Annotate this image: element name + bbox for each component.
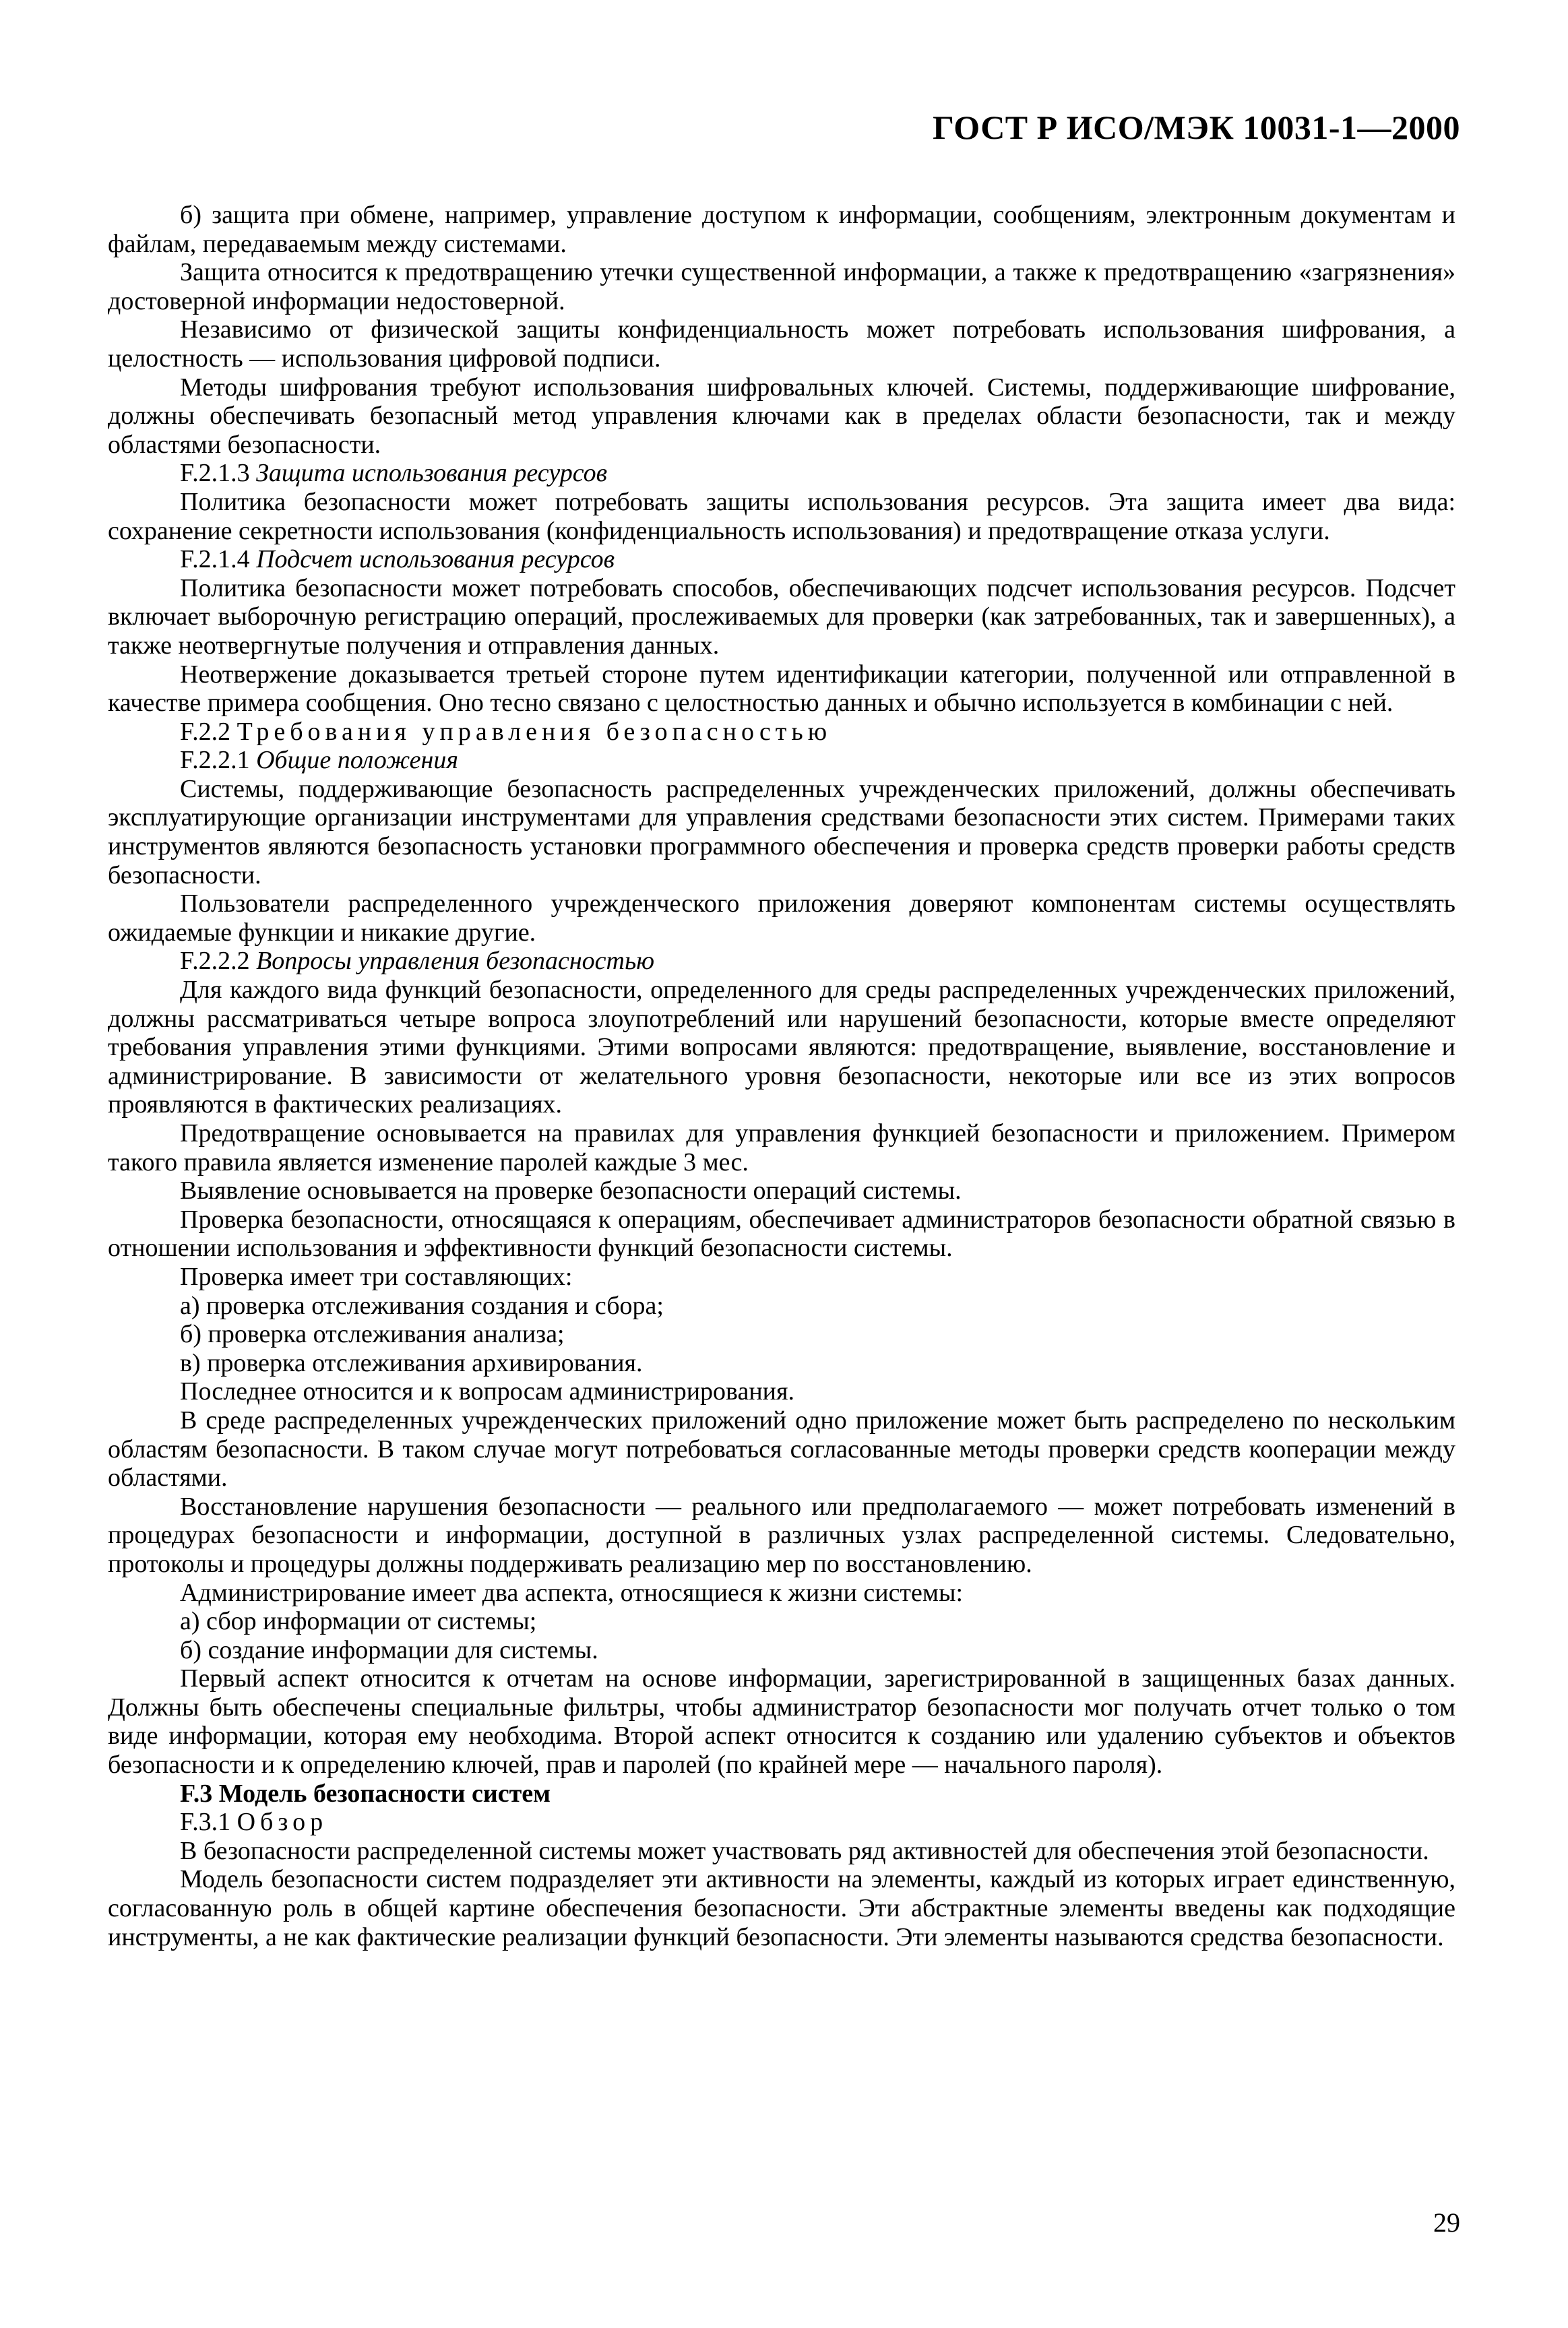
paragraph: Методы шифрования требуют использования шифровальных ключей. Системы, поддерживающие шифрование, должны обеспечивать безопасный метод управления ключами как в пределах области безопасности, так и между областями безопасности. bbox=[108, 373, 1455, 459]
paragraph: Политика безопасности может потребовать защиты использования ресурсов. Эта защита имеет два вида: сохранение секретности использования (конфиденциальность использования) и предотвращение отказа услуги. bbox=[108, 487, 1455, 545]
section-heading-f213 bbox=[108, 459, 1455, 488]
section-heading-f31 bbox=[108, 1808, 1455, 1837]
paragraph: Политика безопасности может потребовать способов, обеспечивающих подсчет использования ресурсов. Подсчет включает выборочную регистрацию операций, прослеживаемых для проверки (как затребованных, так и завершенных), а также неотвергнутые получения и отправления данных. bbox=[108, 573, 1455, 660]
section-number: F.2.2 bbox=[180, 717, 231, 746]
paragraph: Восстановление нарушения безопасности — реального или предполагаемого — может потребовать изменений в процедурах безопасности и информации, доступной в различных узлах распределенной системы. Следовательно, протоколы и процедуры должны поддерживать реализацию мер по восстановлению. bbox=[108, 1492, 1455, 1578]
list-item: б) создание информации для системы. bbox=[180, 1635, 598, 1664]
section-title: Общие положения bbox=[256, 746, 459, 775]
section-title: Вопросы управления безопасностью bbox=[256, 947, 655, 976]
paragraph: Защита относится к предотвращению утечки существенной информации, а также к предотвращению «загрязнения» достоверной информации недостоверной. bbox=[108, 258, 1455, 315]
paragraph: Пользователи распределенного учрежденческого приложения доверяют компонентам системы осуществлять ожидаемые функции и никакие другие. bbox=[108, 889, 1455, 947]
paragraph: Проверка безопасности, относящаяся к операциям, обеспечивает администраторов безопасности обратной связью в отношении использования и эффективности функций безопасности системы. bbox=[108, 1205, 1455, 1263]
section-title: Требования управления безопасностью bbox=[237, 717, 832, 746]
paragraph: Предотвращение основывается на правилах для управления функцией безопасности и приложением. Примером такого правила является изменение паролей каждые 3 мес. bbox=[108, 1119, 1455, 1176]
paragraph: Неотвержение доказывается третьей стороне путем идентификации категории, полученной или отправленной в качестве примера сообщения. Оно тесно связано с целостностью данных и обычно используется в комбинации с ней. bbox=[108, 660, 1455, 718]
list-item: а) сбор информации от системы; bbox=[180, 1607, 537, 1636]
paragraph: Первый аспект относится к отчетам на основе информации, зарегистрированной в защищенных базах данных. Должны быть обеспечены специальные фильтры, чтобы администратор безопасности мог получать отчет только о том виде информации, которая ему необходима. Второй аспект относится к созданию или удалению субъектов и объектов безопасности и к определению ключей, прав и паролей (по крайней мере — начального пароля). bbox=[108, 1664, 1455, 1780]
paragraph: б) защита при обмене, например, управление доступом к информации, сообщениям, электронным документам и файлам, передаваемым между системами. bbox=[108, 201, 1455, 258]
document-body bbox=[108, 201, 1455, 1951]
section-title: Защита использования ресурсов bbox=[256, 459, 608, 488]
paragraph: В среде распределенных учрежденческих приложений одно приложение может быть распределено по нескольким областям безопасности. В таком случае могут потребоваться согласованные методы проверки средств кооперации между областями. bbox=[108, 1406, 1455, 1492]
paragraph: Последнее относится и к вопросам администрирования. bbox=[180, 1377, 794, 1406]
section-heading-f221 bbox=[108, 746, 1455, 775]
section-heading-f222 bbox=[108, 947, 1455, 976]
document-header: ГОСТ Р ИСО/МЭК 10031-1—2000 bbox=[933, 108, 1460, 146]
paragraph: Проверка имеет три составляющих: bbox=[180, 1262, 573, 1291]
section-number: F.3.1 bbox=[180, 1808, 231, 1837]
paragraph: Модель безопасности систем подразделяет эти активности на элементы, каждый из которых играет единственную, согласованную роль в общей картине обеспечения безопасности. Эти абстрактные элементы введены как подходящие инструменты, а не как фактические реализации функций безопасности. Эти элементы называются средства безопасности. bbox=[108, 1865, 1455, 1951]
list-item: б) проверка отслеживания анализа; bbox=[180, 1320, 565, 1349]
paragraph: Администрирование имеет два аспекта, относящиеся к жизни системы: bbox=[180, 1578, 964, 1607]
section-heading-f214 bbox=[108, 545, 1455, 574]
paragraph: Для каждого вида функций безопасности, определенного для среды распределенных учрежденческих приложений, должны рассматриваться четыре вопроса злоупотреблений или нарушений безопасности, которые вместе определяют требования управления этими функциями. Этими вопросами являются: предотвращение, выявление, восстановление и администрирование. В зависимости от желательного уровня безопасности, некоторые или все из этих вопросов проявляются в фактических реализациях. bbox=[108, 976, 1455, 1119]
page-number: 29 bbox=[1433, 2207, 1460, 2238]
paragraph: Независимо от физической защиты конфиденциальность может потребовать использования шифрования, а целостность — использования цифровой подписи. bbox=[108, 315, 1455, 373]
paragraph: В безопасности распределенной системы может участвовать ряд активностей для обеспечения этой безопасности. bbox=[180, 1836, 1429, 1865]
section-number: F.2.1.4 bbox=[180, 545, 250, 574]
section-heading-f22 bbox=[108, 718, 1455, 747]
section-heading-f3: F.3 Модель безопасности систем bbox=[180, 1779, 551, 1808]
paragraph: Системы, поддерживающие безопасность распределенных учрежденческих приложений, должны обеспечивать эксплуатирующие организации инструментами для управления средствами безопасности этих систем. Примерами таких инструментов являются безопасность установки программного обеспечения и проверка средств проверки работы средств безопасности. bbox=[108, 774, 1455, 889]
paragraph: Выявление основывается на проверке безопасности операций системы. bbox=[180, 1176, 962, 1205]
list-item: а) проверка отслеживания создания и сбора; bbox=[180, 1291, 664, 1320]
section-title: Подсчет использования ресурсов bbox=[256, 545, 615, 574]
section-title: Обзор bbox=[237, 1808, 328, 1837]
section-number: F.2.2.1 bbox=[180, 746, 250, 775]
list-item: в) проверка отслеживания архивирования. bbox=[180, 1348, 643, 1377]
section-number: F.2.1.3 bbox=[180, 459, 250, 488]
section-number: F.2.2.2 bbox=[180, 947, 250, 976]
